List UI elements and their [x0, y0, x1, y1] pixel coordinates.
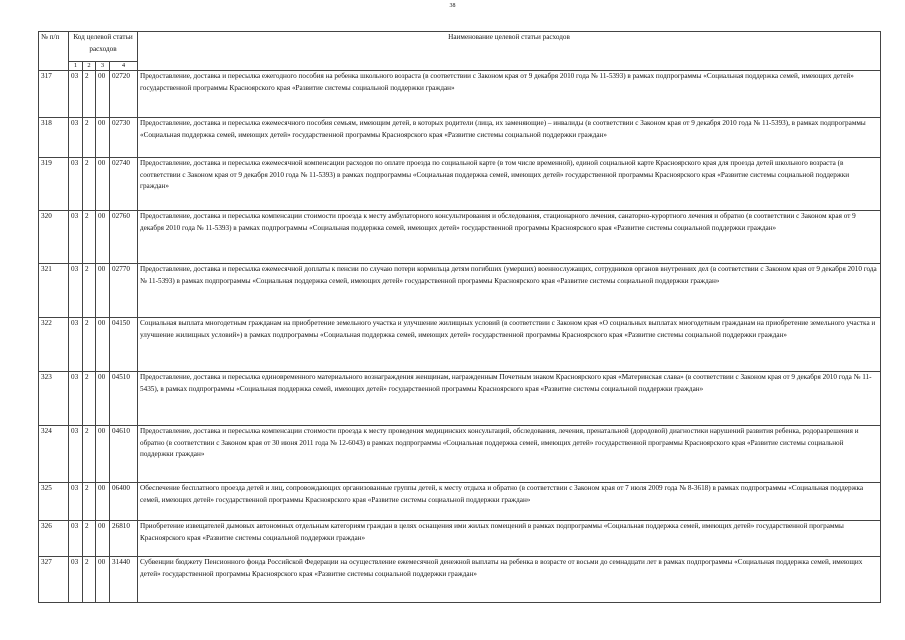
item-name: Предоставление, доставка и пересылка компенсации стоимости проезда к месту проведения медицинских консультаций, обследования, лечения, пренатальной (дородовой) диагностики нарушений развития ребенка, родоразрешения и обратно (в соответствии с Законом края от 30 июня 2011 года № 12-6043) в рамках подпрограммы «Социальная поддержка семей, имеющих детей» государственной программы Красноярского края «Развитие системы социальной поддержки граждан» [138, 426, 881, 483]
table-body [39, 71, 881, 603]
header-item-name: Наименование целевой статьи расходов [138, 32, 881, 71]
item-name: Приобретение извещателей дымовых автономных отдельным категориям граждан в целях оснащения ими жилых помещений в рамках подпрограммы «Социальная поддержка семей, имеющих детей» государственной программы Красноярского края «Развитие системы социальной поддержки граждан» [138, 521, 881, 557]
code-part-2: 2 [83, 372, 96, 426]
code-part-3: 00 [96, 426, 110, 483]
page-number: 38 [449, 3, 456, 9]
item-name: Предоставление, доставка и пересылка ежегодного пособия на ребенка школьного возраста (в соответствии с Законом края от 9 декабря 2010 года № 11-5393) в рамках подпрограммы «Социальная поддержка семей, имеющих детей» государственной программы Красноярского края «Развитие системы социальной поддержки граждан» [138, 71, 881, 118]
code-part-4: 02740 [110, 158, 138, 211]
item-name: Предоставление, доставка и пересылка ежемесячной доплаты к пенсии по случаю потери кормильца детям погибших (умерших) военнослужащих, сотрудников органов внутренних дел (в соответствии с Законом края от 9 декабря 2010 года № 11-5393) в рамках подпрограммы «Социальная поддержка семей, имеющих детей» государственной программы Красноярского края «Развитие системы социальной поддержки граждан» [138, 264, 881, 318]
item-name: Предоставление, доставка и пересылка единовременного материального вознаграждения женщинам, награжденным Почетным знаком Красноярского края «Материнская слава» (в соответствии с Законом края от 9 декабря 2010 года № 11-5435), в рамках подпрограммы «Социальная поддержка семей, имеющих детей» государственной программы Красноярского края «Развитие системы социальной поддержки граждан» [138, 372, 881, 426]
code-part-1: 03 [69, 372, 83, 426]
row-number: 320 [39, 211, 69, 264]
code-part-3: 00 [96, 118, 110, 158]
code-part-3: 00 [96, 211, 110, 264]
code-part-3: 00 [96, 557, 110, 603]
row-number: 323 [39, 372, 69, 426]
table-header-row [39, 32, 881, 62]
code-part-3: 00 [96, 483, 110, 521]
header-code-group: Код целевой статьи расходов [69, 32, 138, 62]
item-name: Субвенции бюджету Пенсионного фонда Российской Федерации на осуществление ежемесячной денежной выплаты на ребенка в возрасте от восьми до семнадцати лет в рамках подпрограммы «Социальная поддержка семей, имеющих детей» государственной программы Красноярского края «Развитие системы социальной поддержки граждан» [138, 557, 881, 603]
code-part-4: 02730 [110, 118, 138, 158]
table-row [39, 557, 881, 603]
code-part-2: 2 [83, 264, 96, 318]
table-row [39, 483, 881, 521]
code-part-4: 04510 [110, 372, 138, 426]
code-part-1: 03 [69, 521, 83, 557]
code-part-4: 31440 [110, 557, 138, 603]
item-name: Предоставление, доставка и пересылка ежемесячного пособия семьям, имеющим детей, в которых родители (лица, их заменяющие) – инвалиды (в соответствии с Законом края от 9 декабря 2010 года № 11-5393), в рамках подпрограммы «Социальная поддержка семей, имеющих детей» государственной программы Красноярского края «Развитие системы социальной поддержки граждан» [138, 118, 881, 158]
item-name: Предоставление, доставка и пересылка ежемесячной компенсации расходов по оплате проезда по социальной карте (в том числе временной), единой социальной карте Красноярского края для проезда детей школьного возраста (в соответствии с Законом края от 9 декабря 2010 года № 11-5393) в рамках подпрограммы «Социальная поддержка семей, имеющих детей» государственной программы Красноярского края «Развитие системы социальной поддержки граждан» [138, 158, 881, 211]
code-part-2: 2 [83, 483, 96, 521]
row-number: 327 [39, 557, 69, 603]
code-part-3: 00 [96, 264, 110, 318]
code-part-3: 00 [96, 71, 110, 118]
code-part-1: 03 [69, 118, 83, 158]
code-part-2: 2 [83, 118, 96, 158]
code-part-1: 03 [69, 483, 83, 521]
code-part-1: 03 [69, 557, 83, 603]
table-row [39, 264, 881, 318]
code-part-1: 03 [69, 426, 83, 483]
code-part-1: 03 [69, 158, 83, 211]
header-row-number: № п/п [39, 32, 69, 71]
code-part-1: 03 [69, 318, 83, 372]
code-part-2: 2 [83, 158, 96, 211]
code-part-1: 03 [69, 264, 83, 318]
table-row [39, 211, 881, 264]
code-part-2: 2 [83, 426, 96, 483]
item-name: Социальная выплата многодетным гражданам на приобретение земельного участка и улучшение жилищных условий (в соответствии с Законом края «О социальных выплатах многодетным гражданам на приобретение земельного участка и улучшение жилищных условий») в рамках подпрограммы «Социальная поддержка семей, имеющих детей» государственной программы Красноярского края «Развитие системы социальной поддержки граждан» [138, 318, 881, 372]
code-part-4: 02760 [110, 211, 138, 264]
table-row [39, 372, 881, 426]
code-part-3: 00 [96, 158, 110, 211]
code-part-4: 06400 [110, 483, 138, 521]
row-number: 319 [39, 158, 69, 211]
column-number-3: 3 [96, 62, 110, 71]
row-number: 325 [39, 483, 69, 521]
code-part-2: 2 [83, 211, 96, 264]
table-row [39, 118, 881, 158]
code-part-1: 03 [69, 211, 83, 264]
code-part-3: 00 [96, 372, 110, 426]
code-part-4: 26810 [110, 521, 138, 557]
column-number-4: 4 [110, 62, 138, 71]
item-name: Обеспечение бесплатного проезда детей и лиц, сопровождающих организованные группы детей, к месту отдыха и обратно (в соответствии с Законом края от 7 июля 2009 года № 8-3618) в рамках подпрограммы «Социальная поддержка семей, имеющих детей» государственной программы Красноярского края «Развитие системы социальной поддержки граждан» [138, 483, 881, 521]
row-number: 326 [39, 521, 69, 557]
code-part-2: 2 [83, 71, 96, 118]
row-number: 317 [39, 71, 69, 118]
table-row [39, 426, 881, 483]
row-number: 324 [39, 426, 69, 483]
table-row [39, 71, 881, 118]
column-number-2: 2 [83, 62, 96, 71]
code-part-2: 2 [83, 318, 96, 372]
code-part-2: 2 [83, 521, 96, 557]
code-part-4: 04150 [110, 318, 138, 372]
code-part-4: 02770 [110, 264, 138, 318]
item-name: Предоставление, доставка и пересылка компенсации стоимости проезда к месту амбулаторного консультирования и обследования, стационарного лечения, санаторно-курортного лечения и обратно (в соответствии с Законом края от 9 декабря 2010 года № 11-5393) в рамках подпрограммы «Социальная поддержка семей, имеющих детей» государственной программы Красноярского края «Развитие системы социальной поддержки граждан» [138, 211, 881, 264]
row-number: 318 [39, 118, 69, 158]
code-part-3: 00 [96, 318, 110, 372]
table-row [39, 318, 881, 372]
budget-items-table [38, 31, 881, 603]
code-part-1: 03 [69, 71, 83, 118]
row-number: 321 [39, 264, 69, 318]
code-part-3: 00 [96, 521, 110, 557]
code-part-2: 2 [83, 557, 96, 603]
row-number: 322 [39, 318, 69, 372]
table-row [39, 521, 881, 557]
table-row [39, 158, 881, 211]
column-number-1: 1 [69, 62, 83, 71]
code-part-4: 02720 [110, 71, 138, 118]
code-part-4: 04610 [110, 426, 138, 483]
